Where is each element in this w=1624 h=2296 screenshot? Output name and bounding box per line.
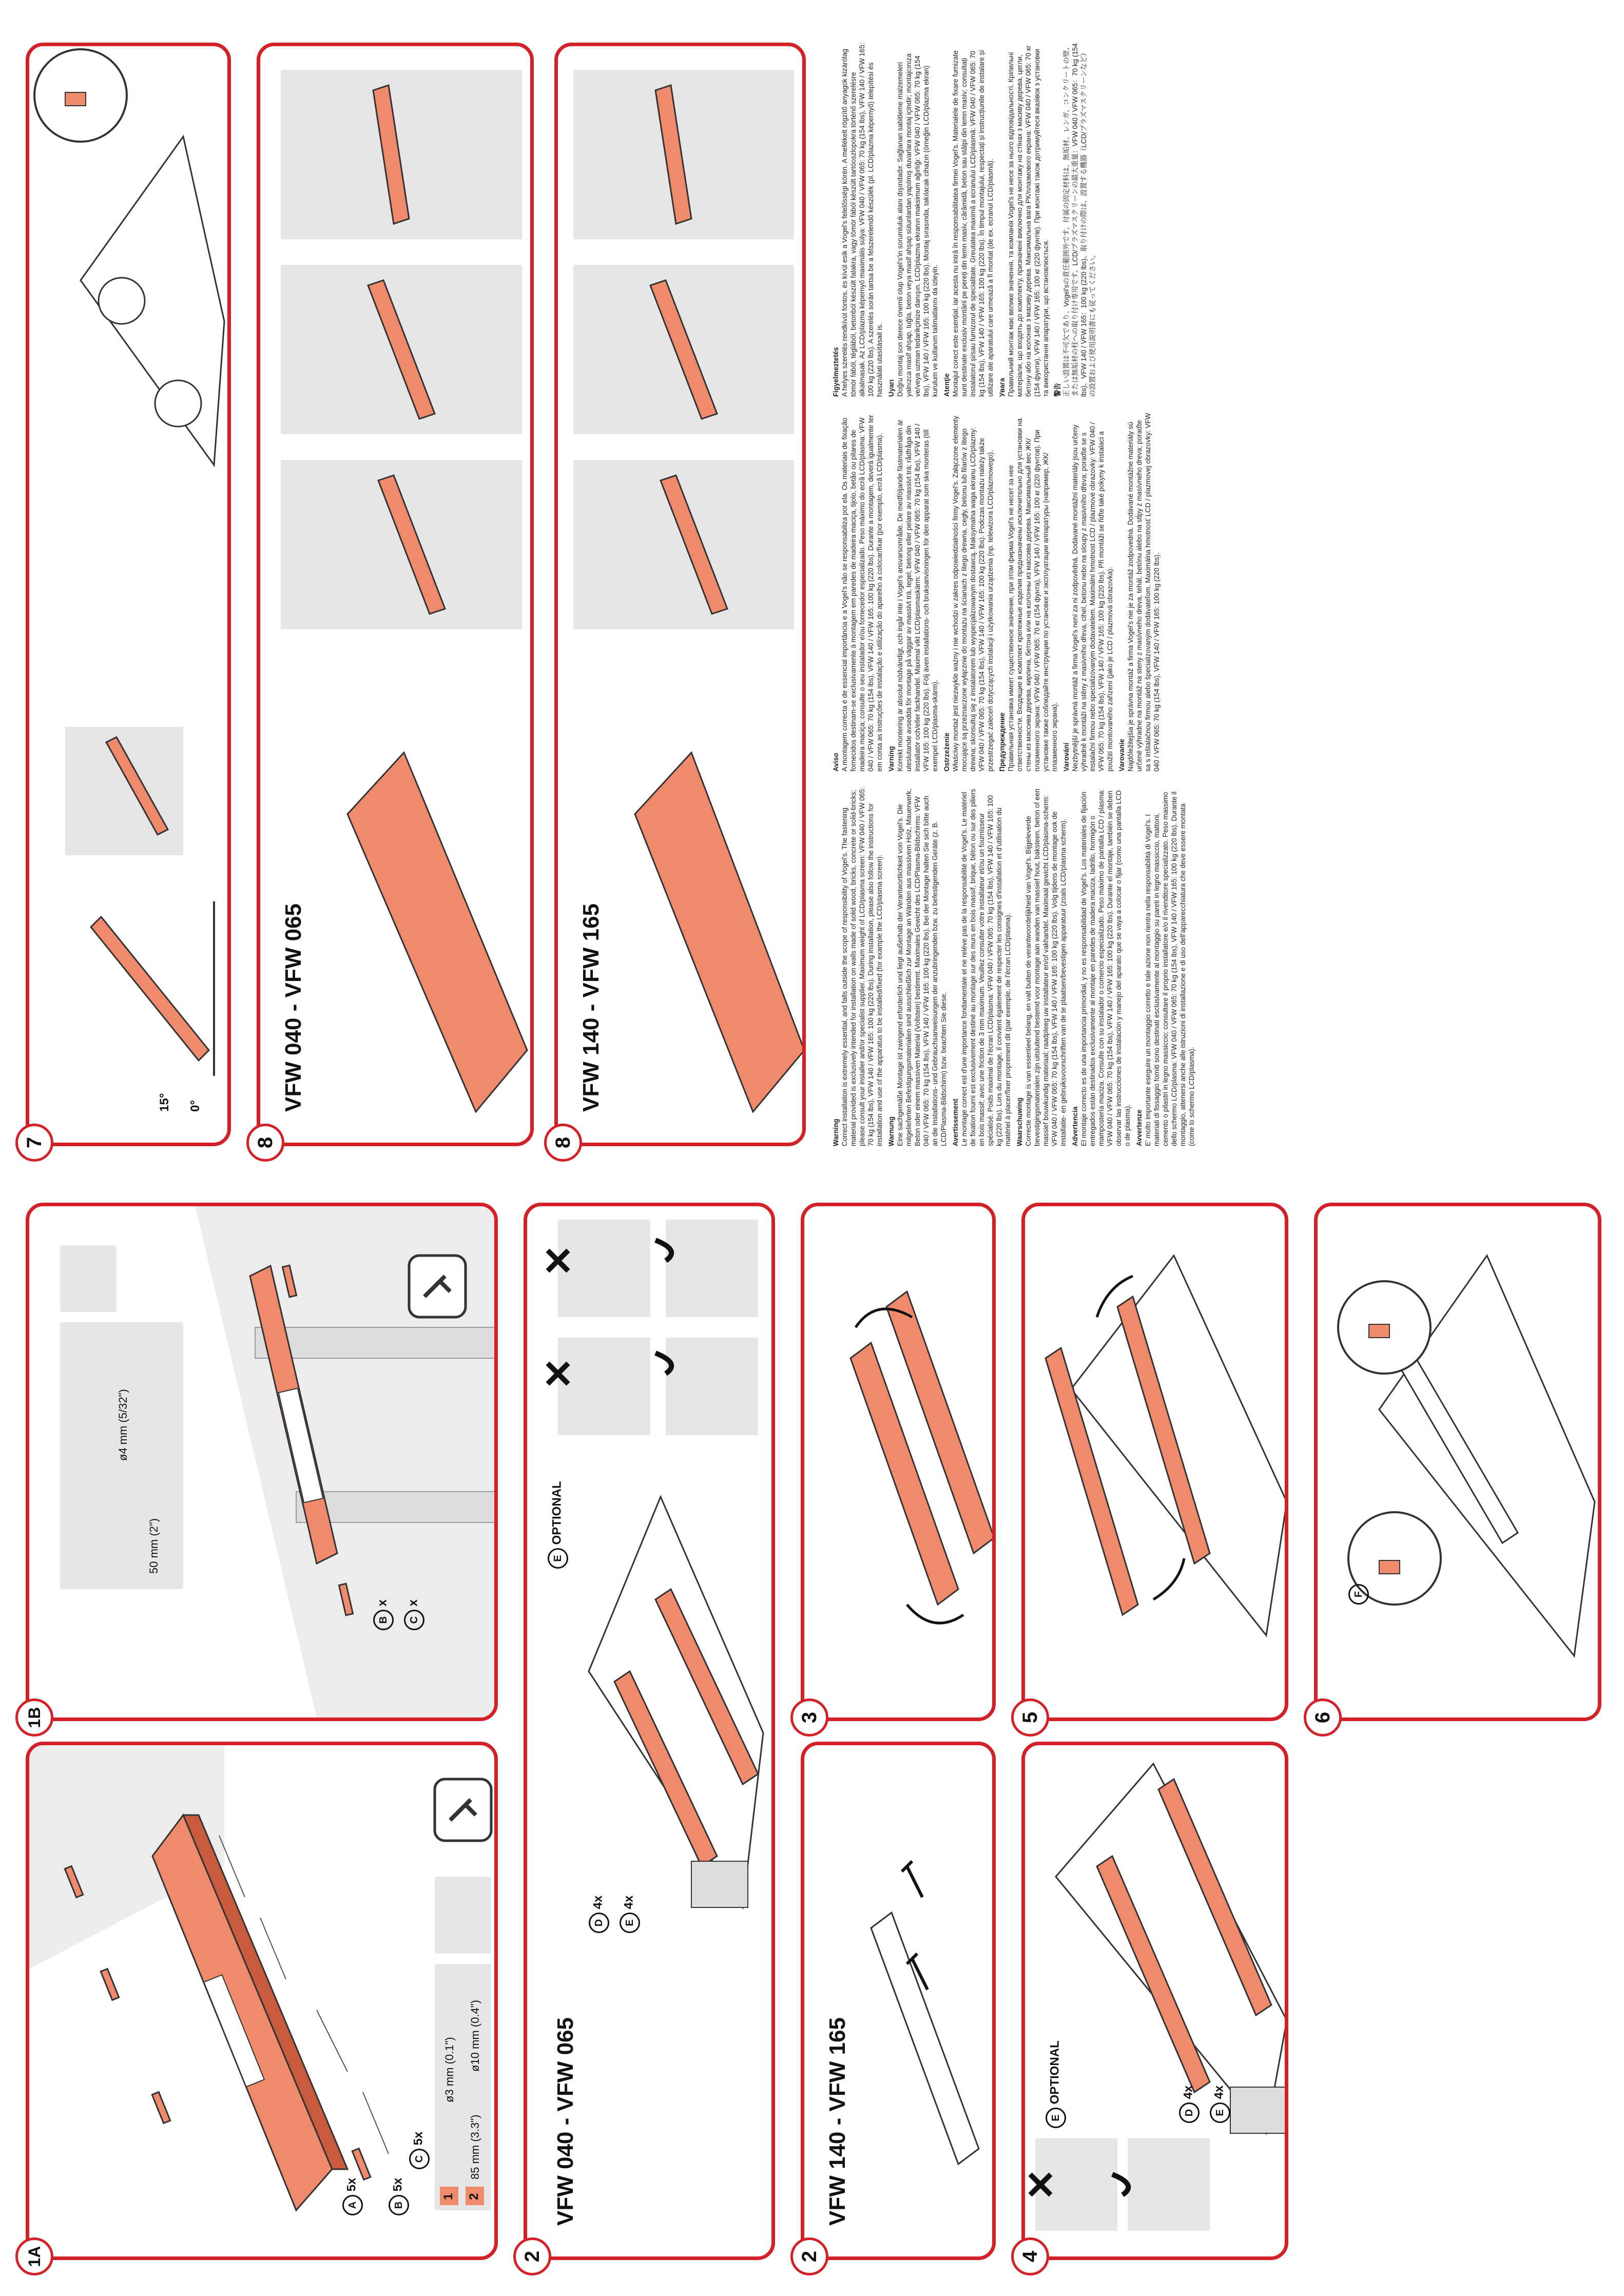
warning-h: Figyelmeztetés A helyes szerelés rendkívül fontos, és kívül esik a Vogel's felelősségi körén. A mellékelt rögzítő anyagok kizárólag tömör fából, téglából, betonból készült falakra, vagy tömör fából készült tartóoszlopokra történő szerelésre alkalmasak. Az LCD/plazma képernyő maximális súlya: VFW 040 / VFW 065: 70 kg (154 lbs), VFW 140 / VFW 165: 100 kg (220 lbs). A szerelés során tartsa be a felszerelendő készülék (pl. LCD/plazma képernyő) telepítési és használati utasításait is. [832,43,883,397]
step-1b-depth-label: 50 mm (2") [147,1518,160,1574]
panel-step-2-vfw040 [524,1203,775,2260]
panel-step-8-vfw140 [554,43,806,1146]
warning-gb: Warning Correct installation is extremely essential, and falls outside the scope of responsibility of Vogel's. The fastening material provided is exclusively intended for installation on walls made of solid wood, bricks, concrete or solid-bricks; please consult your installer and/or specialist supplier. Maximum weight of LCD/plasma screen: VFW 040 / VFW 065: 70 kg (154 lbs), VFW 140 / VFW 165: 100 kg (220 lbs). During installation, please also follow the instructions for installation and use of the apparatus to be installed/fixed (for example the LCD/plasma screen). [832,787,883,1146]
warning-pl: Ostrzeżenie Właściwy montaż jest niezwykle ważny i nie wchodzi w zakres odpowiedzialności firmy Vogel's. Załączone elementy mocujące są przeznaczone wyłącznie do montażu na ścianach z litego drewna, cegły, betonu lub filarów z litego drewna; skonsultuj się z instalatorem lub wyspecjalizowanym dostawcą. Maksymalna waga ekranu LCD/plazmy: VFW 040 / VFW 065: 70 kg (154 lbs), VFW 140 / VFW 165: 100 kg (220 lbs). Podczas montażu należy także przestrzegać zaleceń dotyczących instalacji i użytkowania urządzenia (np. telewizora LCD/plazmowego). [943,416,994,771]
warning-cz: Varování Nezbytnější je správná montáž a firma Vogel's není za ni zodpovědná. Dodávané montážní materiály jsou určeny výhradně k montáži na stěny z masivního dřeva, cihel, betonu nebo na sloupy z masivního dřeva; poraďte se s instalační firmou nebo specializovaným dodavatelem. Maximální hmotnost LCD / plazmové obrazovky: VFW 040 / VFW 065: 70 kg (154 lbs), VFW 140 / VFW 165: 100 kg (220 lbs). Při montáži se řiďte také pokyny k instalaci a použití montovaného zařízení (jako je LCD / plazmová obrazovka). [1062,422,1114,771]
step-5-illustration [1025,1203,1288,1718]
part-c-label-1b: C x [404,1599,424,1630]
step-1b-drill-label: ø4 mm (5/32") [117,1389,129,1461]
step-number-3: 3 [790,1699,828,1737]
step-number-1a: 1A [15,2237,53,2275]
step-1a-drill-large-label: ø10 mm (0.4") [469,2000,481,2072]
step-8a-illustration [260,43,534,1143]
part-d-label-2: D 4x [589,1896,609,1933]
warning-sk: Varovanie Najdôležitejšia je správna montáž a firma Vogel's nie je za montáž zodpovedná. Dodávané montážne materiály sú určené výhradne na montáž na steny z masívneho dreva, tehál, betónu alebo na stĺpy z masívneho dreva; poraďte sa s inštalačnou firmou alebo špecializovaným dodávateľom. Maximálna hmotnosť LCD / plazmovej obrazovky: VFW 040 / VFW 065: 70 kg (154 lbs), VFW 140 / VFW 165: 100 kg (220 lbs). [1118,413,1161,771]
warnings-column-2 [832,412,1601,771]
step-6-illustration [1318,1203,1601,1718]
step-8a-title: VFW 040 - VFW 065 [281,903,306,1112]
panel-step-1a [26,1742,498,2260]
step-number-4: 4 [1011,2237,1049,2275]
panel-step-7 [26,43,231,1146]
part-f-label-6: F [1348,1584,1369,1605]
part-d-label-4: D 4x [1179,2086,1200,2123]
warning-i: Avvertenze E' molto importante eseguire un montaggio corretto e tale azione non rientra nella responsabilità di Vogel's. I materiali di fissaggio forniti sono destinati esclusivamente al montaggio su pareti in legno massiccio, mattoni, cemento o pilastri in legno massiccio; consultare il proprio installatore e/o il rivenditore specializzato. Peso massimo dello schermo LCD/plasma: VFW 040 / VFW 065: 70 kg (154 lbs), VFW 140 / VFW 165: 100 kg (220 lbs). Durante il montaggio, attenersi anche alle istruzioni di installazione e di uso dell'apparecchiatura che deve essere montata (come lo schermo LCD/plasma). [1135,791,1195,1146]
warning-nl: Waarschuwing Correcte montage is van essentieel belang, en valt buiten de verantwoordelijkheid van Vogel's. Bijgeleverde bevestigingsmaterialen zijn uitsluitend bestemd voor montage aan wanden van massief hout, baksteen, beton of een massief bouwkundig materiaal; raadpleeg uw installateur en/of vakhandel. Maximaal gewicht LCD/plasma-scherm: VFW 040 / VFW 065: 70 kg (154 lbs), VFW 140 / VFW 165: 100 kg (220 lbs). Volg tijdens de montage ook de installatie- en gebruiksvoorschriften van de te plaatsen/bevestigen apparatuur (zoals LCD/plasma scherm). [1016,788,1067,1146]
step-1a-row2-number: 2 [467,2193,481,2200]
part-e-label-4: E 4x [1210,2086,1230,2123]
part-b-label: B 5x [389,2178,409,2215]
part-b-label-1b: B x [373,1599,394,1630]
step-number-8a: 8 [246,1124,284,1162]
warning-ja: 警告 正しい設置は不可欠であり、Vogel'sの責任範囲外です。付属の固定材料は、無垢材、レンガ、コンクリートの壁、または無垢材の柱への取り付け専用です。LCD/プラズマスクリーンの最大重量：VFW 040 / VFW 065：70 kg (154 lbs)、VFW 140 / VFW 165：100 kg (220 lbs)。取り付けの際は、設置する機器（LCD/プラズマスクリーンなど）の設置および使用説明書にも従ってください。 [1054,43,1096,397]
optional-label-2: E OPTIONAL [548,1481,568,1569]
panel-step-6 [1314,1203,1601,1721]
step-number-2a: 2 [513,2237,551,2275]
step-7-angle-0: 0° [188,1100,202,1112]
step-number-8b: 8 [544,1124,582,1162]
warnings-column-3 [832,43,1601,397]
step-1a-drill-small-label: ø3 mm (0.1") [443,2037,456,2102]
step-8b-illustration [558,43,806,1143]
warning-ru: Предупреждение Правильная установка имеет существенное значение, при этом фирма Vogel's не несет за нее ответственности. Входящие в комплект крепежные изделия предназначены исключительно для установки на стены из массива дерева, кирпича, бетона или на колонны из массива дерева. Максимальный вес ЖК/плазменного экрана: VFW 040 / VFW 065: 70 кг (154 фунта), VFW 140 / VFW 165: 100 кг (220 фунтов). При установке также соблюдайте инструкции по установке и эксплуатации аппаратуры (например, ЖК/плазменного экрана). [998,418,1058,771]
warning-ro: Atenţie Montajul corect este esențial, iar acesta nu intră în responsabilitatea firmei Vogel's. Materialele de fixare furnizate sunt destinate exclusiv montării pe pereți din lemn masiv, cărămidă, beton sau stâlpi din lemn masiv; consultați instalatorul și/sau furnizorul de specialitate. Greutatea maximă a ecranului LCD/plasmă: VFW 040 / VFW 065: 70 kg (154 lbs), VFW 140 / VFW 165: 100 kg (220 lbs). În timpul montajului, respectați și instrucțiunile de instalare și utilizare ale aparatului care urmează a fi montat (de ex. ecranul LCD/plasmă). [943,50,994,397]
step-number-7: 7 [15,1124,53,1162]
part-a-label: A 5x [342,2178,363,2215]
warnings-column-1 [832,787,1601,1146]
step-7-illustration [29,43,231,1143]
step-2b-title: VFW 140 - VFW 165 [825,2017,850,2226]
step-2-title: VFW 040 - VFW 065 [553,2017,578,2226]
warning-s: Varning Korrekt montering är absolut nödvändigt, och ingår inte i Vogel's ansvarsområde. De medföljande fästmaterialen är uteslutande avsedda för montage på väggar av massivt trä, tegel, betong eller pelare av massivt trä; rådfråga din installatör och/eller fackhandel. Maximal vikt LCD/plasmaskärm: VFW 040 / VFW 065: 70 kg (154 lbs), VFW 140 / VFW 165: 100 kg (220 lbs). Följ även installations- och bruksanvisningen för den apparat som ska monteras (till exempel LCD/plasma-skärm). [887,419,939,771]
warning-p: Aviso A montagem correcta é de essencial importância e a Vogel's não se responsabiliza por ela. Os materiais de fixação fornecidos destinam-se exclusivamente à montagem em paredes de madeira maciça, tijolo, betão ou pilares de madeira maciça; consulte o seu instalador e/ou fornecedor especializado. Peso máximo do ecrã LCD/plasma: VFW 040 / VFW 065: 70 kg (154 lbs), VFW 140 / VFW 165: 100 kg (220 lbs). Durante a montagem, deverá igualmente ter em conta as instruções de instalação e utilização do aparelho a colocar/fixar (por exemplo, ecrã LCD/plasma). [832,415,883,771]
warning-e: Advertencia El montaje correcto es de una importancia primordial, y no es responsabilidad de Vogel's. Los materiales de fijación entregados están destinados exclusivamente al montaje en paredes de madera maciza, ladrillo, hormigón o mampostería maciza. Consulte con su instalador o comercio especializado. Peso máximo de pantalla LCD / plasma: VFW 040 / VFW 065: 70 kg (154 lbs), VFW 140 / VFW 165: 100 kg (220 lbs). Durante el montaje, también se deben observar las instrucciones de instalación y manejo del aparato que se vaya a colocar o fijar (como una pantalla LCD o de plasma). [1071,789,1131,1146]
step-number-6: 6 [1304,1699,1342,1737]
step-1a-depth-label: 85 mm (3.3") [469,2114,481,2179]
step-7-angle-15: 15° [158,1093,171,1112]
part-c-label: C 5x [409,2132,430,2169]
panel-step-8-vfw040 [257,43,534,1146]
warning-f: Avertissement Le montage correct est d'une importance fondamentale et ne relève pas de la responsabilité de Vogel's. Le matériel de fixation fourni est exclusivement destiné au montage sur des murs en bois massif, brique, béton ou sur des piliers en bois massif; avec une friction de 3 mm maximum. Veuillez consulter votre installateur et/ou un fournisseur spécialisé. Poids maximal de l'écran LCD/plasma: VFW 040 / VFW 065: 70 kg (154 lbs), VFW 140 / VFW 165: 100 kg (220 lbs). Lors du montage, il convient également de respecter les consignes d'installation et d'utilisation du matériel à placer/fixer proprement dit (par exemple, de l'écran LCD/plasma). [952,788,1012,1146]
step-2b-illustration [804,1742,996,2256]
panel-step-4 [1021,1742,1288,2260]
part-e-label-2: E 4x [620,1896,640,1933]
step-1b-illustration [29,1203,498,1718]
panel-step-5 [1021,1203,1288,1721]
warning-d: Warnung Eine sachgemäße Montage ist zwingend erforderlich und liegt außerhalb der Verantwortlichkeit von Vogel's. Die mitgelieferten Befestigungsmaterialien sind ausschließlich zur Montage an Wänden aus massivem Holz, Mauerwerk, Beton oder einem massiven Material (Vollstein) bestimmt. Maximales Gewicht des LCD/Plasma-Bildschirms: VFW 040 / VFW 065: 70 kg (154 lbs), VFW 140 / VFW 165: 100 kg (220 lbs). Bei der Montage halten Sie sich bitte auch an die Installations- und Gebrauchsanweisungen der anzubringenden bzw. zu befestigenden Geräte (z. B. LCD/Plasma-Bildschirm) bzw. beachten Sie diese. [887,788,948,1146]
step-1a-row1-number: 1 [441,2193,455,2200]
step-2-illustration [527,1203,775,2256]
step-number-1b: 1B [15,1699,53,1737]
step-1a-illustration [29,1742,498,2256]
panel-step-3 [801,1203,996,1721]
optional-label-4: E OPTIONAL [1046,2040,1066,2128]
panel-step-1b [26,1203,498,1721]
step-number-5: 5 [1011,1699,1049,1737]
warning-ua: Увага Правильний монтаж має велике значення, та компанія Vogel's не несе за нього відповідальності. Кріпильні матеріали, що входять до комплекту, призначені виключно для монтажу на стінах з масиву дерева, цегли, бетону або на колонах з масиву дерева. Максимальна вага РК/плазмового екрана: VFW 040 / VFW 065: 70 кг (154 фунти), VFW 140 / VFW 165: 100 кг (220 фунтів). При монтажі також дотримуйтеся вказівок з установки та використання апаратури, що встановлюється. [998,45,1050,397]
panel-step-2-vfw140 [801,1742,996,2260]
step-3-illustration [804,1203,996,1718]
step-8b-title: VFW 140 - VFW 165 [578,903,604,1112]
warning-tr: Uyarı Doğru montaj son derece önemli olup Vogel's'in sorumluluk alanı dışındadır. Sağlanan sabitleme malzemeleri yalnızca masif ahşap, tuğla, beton veya masif ahşap sütunlardan yapılmış duvarlara montaj içindir; montajcınıza ve/veya uzman tedarikçinize danışın. LCD/plazma ekranın maksimum ağırlığı: VFW 040 / VFW 065: 70 kg (154 lbs), VFW 140 / VFW 165: 100 kg (220 lbs). Montaj sırasında, takılacak cihazın (örneğin LCD/plazma ekran) kurulum ve kullanım talimatlarını da izleyin. [887,53,939,397]
step-number-2b: 2 [790,2237,828,2275]
step-4-illustration [1025,1742,1288,2256]
